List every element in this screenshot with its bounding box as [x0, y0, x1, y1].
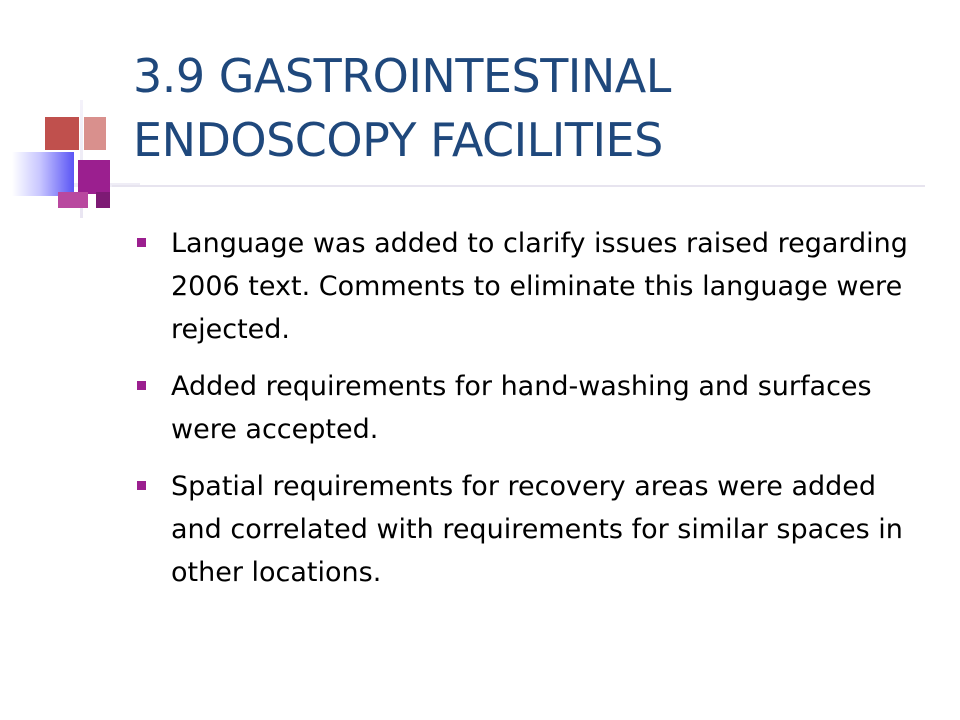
- title-divider: [112, 185, 925, 187]
- square-bullet-icon: [137, 481, 146, 490]
- square-bullet-icon: [137, 381, 146, 390]
- bullet-item: [137, 465, 927, 594]
- logo-blue-gradient-square: [12, 152, 74, 196]
- bullet-item: [137, 222, 927, 351]
- decorative-squares-logo: [0, 0, 140, 230]
- slide-title: 3.9 GASTROINTESTINAL ENDOSCOPY FACILITIES: [133, 49, 671, 167]
- bullet-text: Language was added to clarify issues raised regarding 2006 text. Comments to eliminate this language were rejected.: [171, 228, 908, 345]
- bullet-list: [137, 222, 927, 608]
- logo-red-square: [45, 117, 79, 150]
- logo-purple-square: [78, 160, 110, 194]
- logo-pink-square: [84, 117, 106, 150]
- bullet-text: Spatial requirements for recovery areas were added and correlated with requirements for similar spaces in other locations.: [171, 471, 903, 588]
- square-bullet-icon: [137, 238, 146, 247]
- bullet-text: Added requirements for hand-washing and surfaces were accepted.: [171, 371, 872, 445]
- bullet-item: [137, 365, 927, 451]
- logo-purple-right-square: [96, 192, 110, 208]
- logo-purple-lower-square: [58, 192, 88, 208]
